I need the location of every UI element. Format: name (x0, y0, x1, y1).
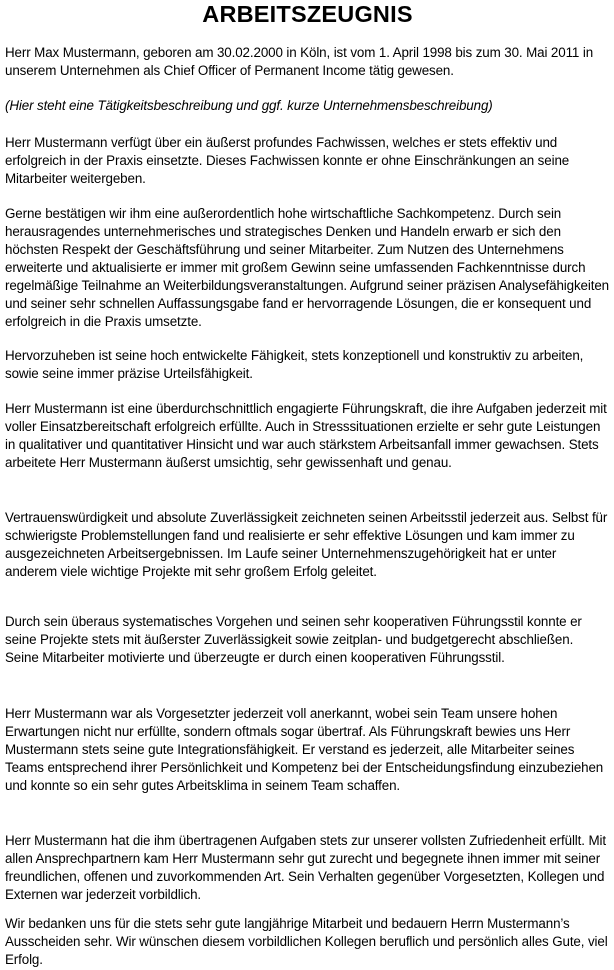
paragraph-faehigkeiten: Hervorzuheben ist seine hoch entwickelte Fähigkeit, stets konzeptionell und konstruktiv zu arbeiten, sowie seine immer präzise Urteilsfähigkeit. (5, 348, 584, 381)
document-title: ARBEITSZEUGNIS (202, 1, 413, 27)
paragraph-schlussformel: Wir bedanken uns für die stets sehr gute langjährige Mitarbeit und bedauern Herrn Mustermann’s Ausscheiden sehr. Wir wünschen diesem vorbildlichen Kollegen beruflich und persönlich alles Gute, viel Erfolg. (5, 916, 608, 967)
placeholder-note: (Hier steht eine Tätigkeitsbeschreibung und ggf. kurze Unternehmensbeschreibung) (5, 98, 493, 113)
paragraph-arbeitsstil: Vertrauenswürdigkeit und absolute Zuverlässigkeit zeichneten seinen Arbeitsstil jederzeit aus. Selbst für schwierigste Problemstellungen fand und realisierte er sehr effektive Lösungen und kam immer zu ausgezeichneten Arbeitsergebnissen. Im Laufe seiner Unternehmenszugehörigkeit hat er unter anderem viele wichtige Projekte mit sehr großem Erfolg geleitet. (5, 510, 608, 579)
paragraph-fachwissen: Herr Mustermann verfügt über ein äußerst profundes Fachwissen, welches er stets effektiv und erfolgreich in der Praxis einsetzte. Dieses Fachwissen konnte er ohne Einschränkungen an seine Mitarbeiter weitergeben. (5, 135, 570, 186)
paragraph-vorgesetzter: Herr Mustermann war als Vorgesetzter jederzeit voll anerkannt, wobei sein Team unsere hohen Erwartungen nicht nur erfüllte, sondern oftmals sogar übertraf. Als Führungskraft bewies uns Herr Mustermann stets seine gute Integrationsfähigkeit. Er verstand es jederzeit, alle Mitarbeiter seines Teams entsprechend ihrer Persönlichkeit und Kompetenz bei der Entscheidungsfindung einzubeziehen und konnte so ein sehr gutes Arbeitsklima in seinem Team schaffen. (5, 706, 604, 793)
paragraph-zufriedenheit: Herr Mustermann hat die ihm übertragenen Aufgaben stets zur unserer vollsten Zufriedenheit erfüllt. Mit allen Ansprechpartnern kam Herr Mustermann sehr gut zurecht und begegnete ihnen immer mit seiner freundlichen, offenen und zuvorkommenden Art. Sein Verhalten gegenüber Vorgesetzten, Kollegen und Externen war jederzeit vorbildlich. (5, 833, 606, 902)
intro-paragraph: Herr Max Mustermann, geboren am 30.02.2000 in Köln, ist vom 1. April 1998 bis zum 30. Mai 2011 in unserem Unternehmen als Chief Officer of Permanent Income tätig gewesen. (5, 45, 594, 78)
paragraph-sachkompetenz: Gerne bestätigen wir ihm eine außerordentlich hohe wirtschaftliche Sachkompetenz. Durch sein herausragendes unternehmerisches und strategisches Denken und Handeln erwarb er sich den höchsten Respekt der Geschäftsführung und seiner Mitarbeiter. Zum Nutzen des Unternehmens erweiterte und aktualisierte er immer mit großem Gewinn seine umfassenden Fachkenntnisse durch regelmäßige Teilnahme an Weiterbildungsveranstaltungen. Aufgrund seiner präzisen Analysefähigkeiten und seiner sehr schnellen Auffassungsgabe fand er hervorragende Lösungen, die er konsequent und erfolgreich in die Praxis umsetzte. (5, 206, 609, 329)
paragraph-projekte: Durch sein überaus systematisches Vorgehen und seinen sehr kooperativen Führungsstil konnte er seine Projekte stets mit äußerster Zuverlässigkeit sowie zeitplan- und budgetgerecht abschließen. Seine Mitarbeiter motivierte und überzeugte er durch einen kooperativen Führungsstil. (5, 614, 582, 665)
paragraph-fuehrungskraft: Herr Mustermann ist eine überdurchschnittlich engagierte Führungskraft, die ihre Aufgaben jederzeit mit voller Einsatzbereitschaft erfolgreich erfüllte. Auch in Stresssituationen erzielte er sehr gute Leistungen in qualitativer und quantitativer Hinsicht und war auch stärkstem Arbeitsanfall immer gewachsen. Stets arbeitete Herr Mustermann äußerst umsichtig, sehr gewissenhaft und genau. (5, 401, 607, 470)
